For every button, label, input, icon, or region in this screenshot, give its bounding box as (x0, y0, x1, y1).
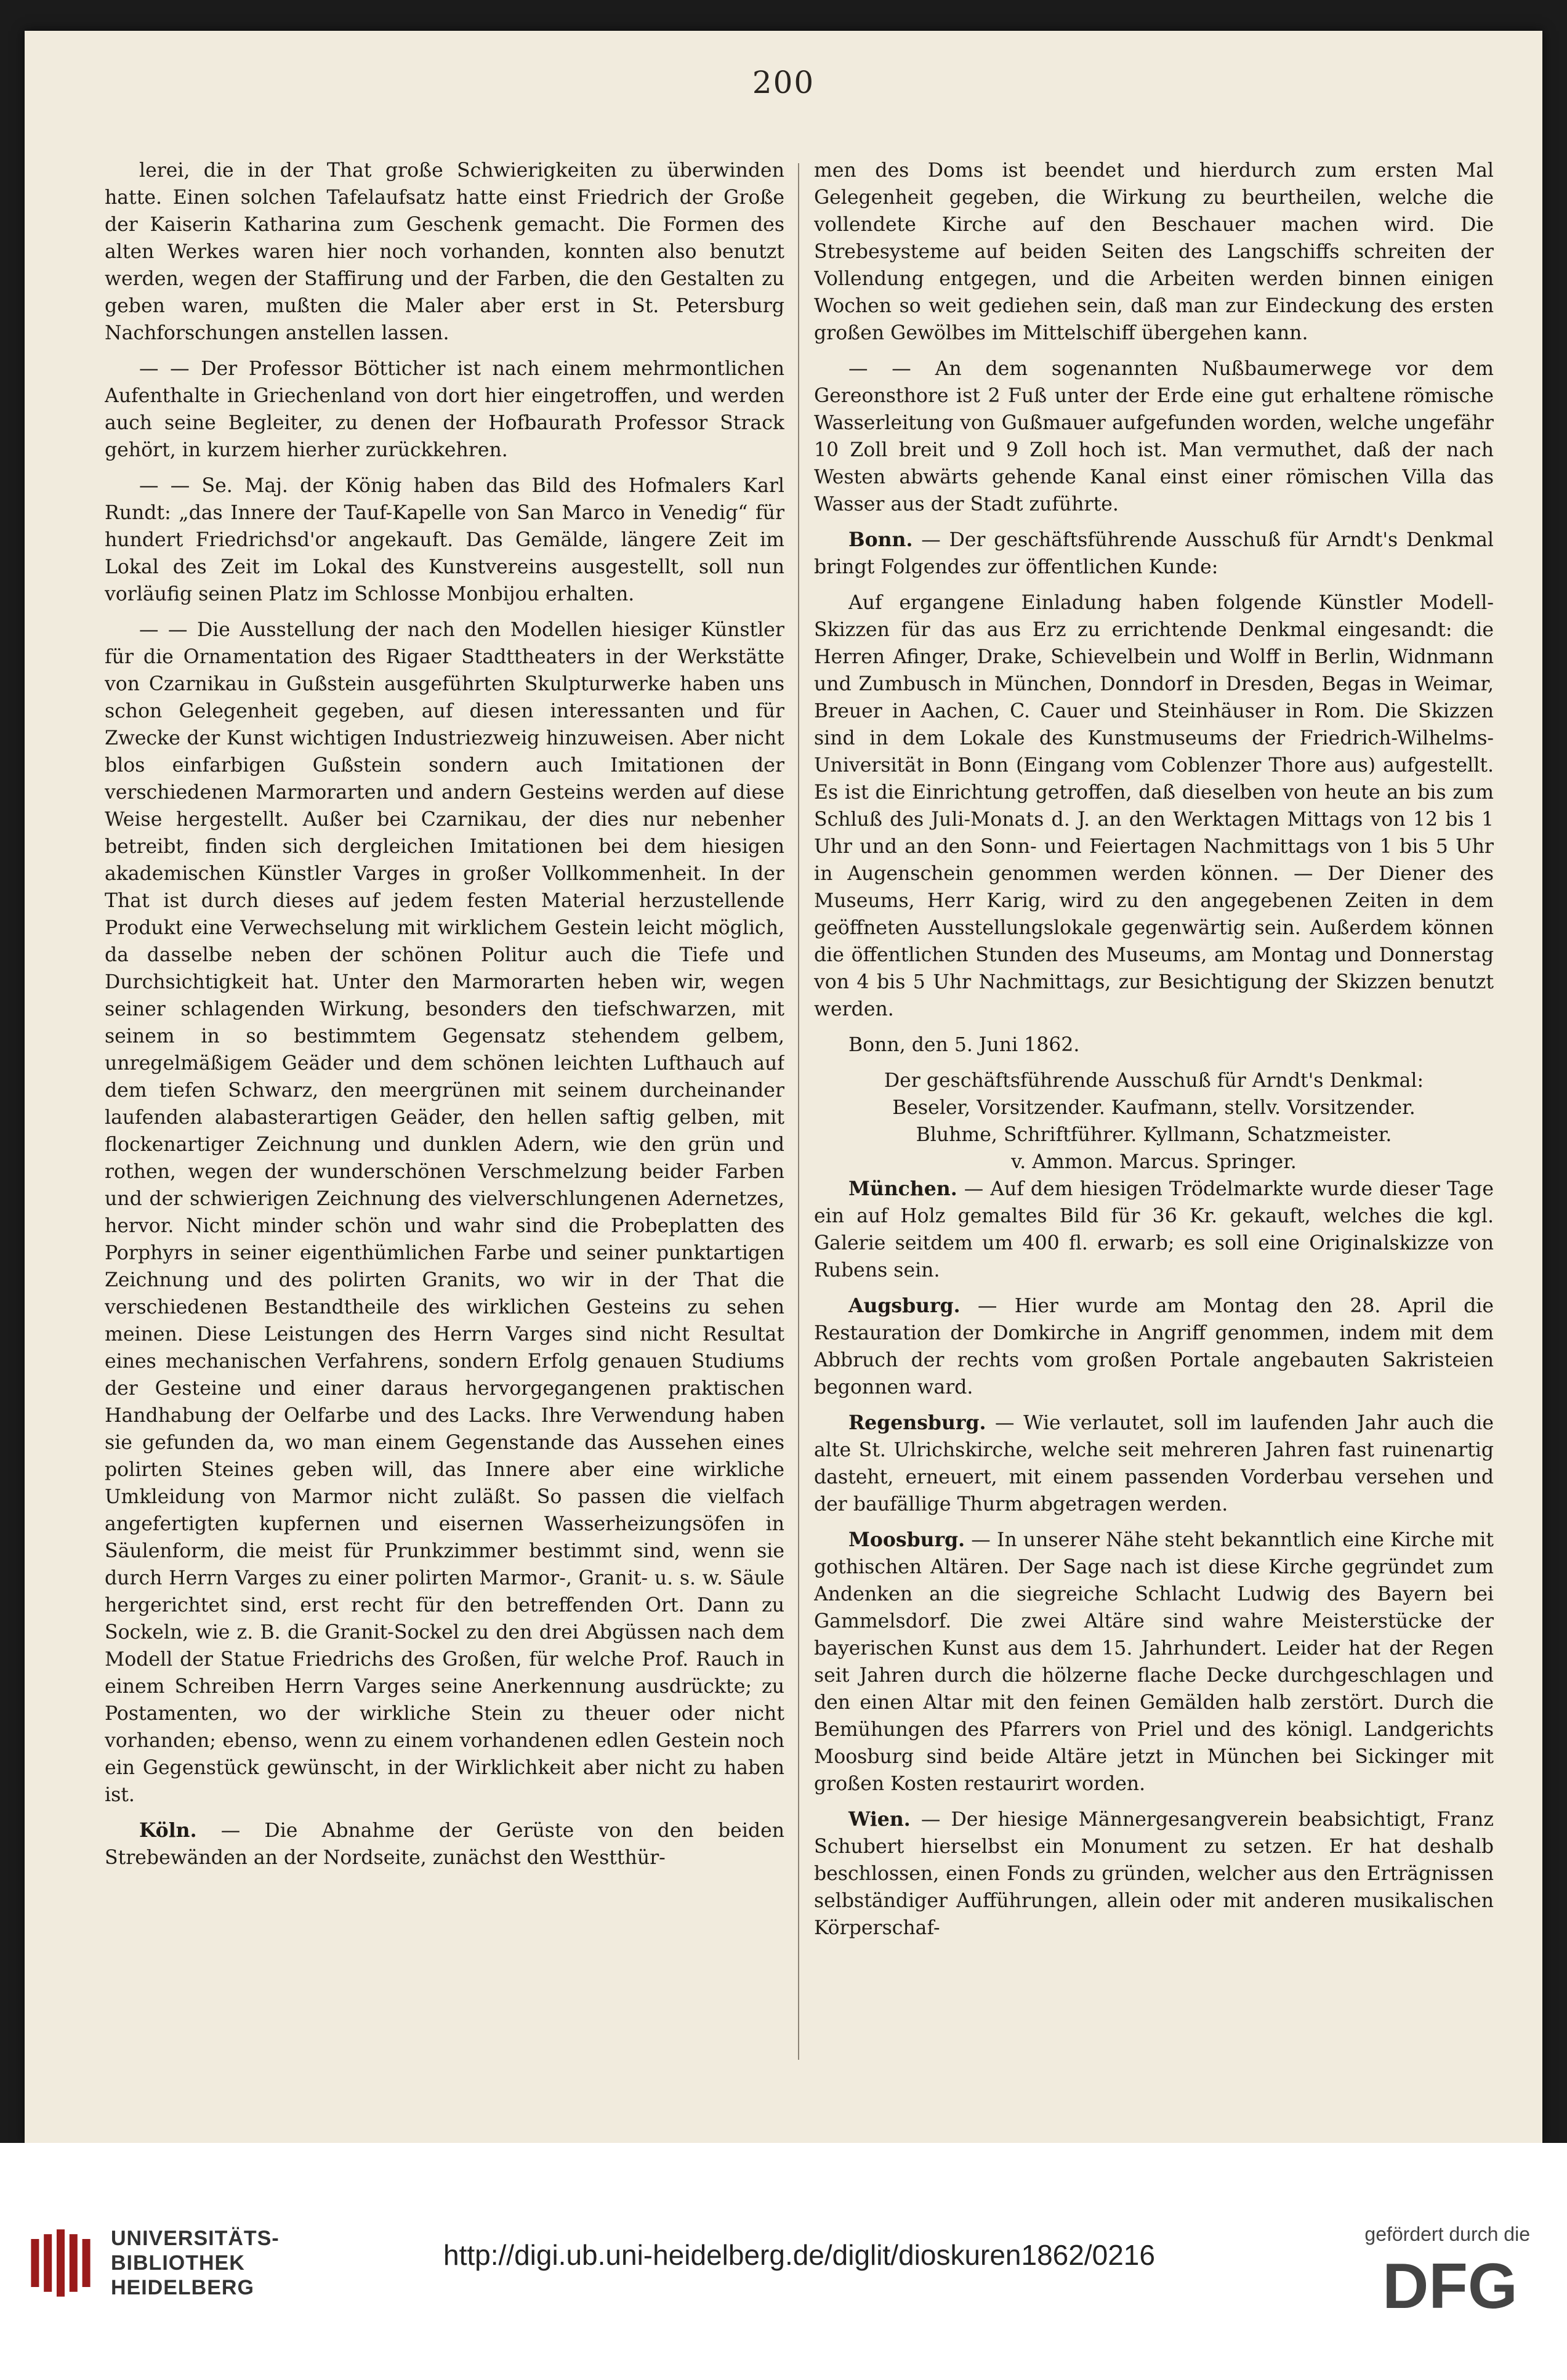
paragraph-text: — Der geschäftsführende Ausschuß für Arndt's Denkmal bringt Folgendes zur öffentlichen Kunde: (814, 529, 1494, 578)
paragraph-text: Der geschäftsführende Ausschuß für Arndt's Denkmal: (884, 1070, 1424, 1092)
dfg-logo-text: DFG (1382, 2254, 1518, 2315)
article-paragraph (814, 1293, 1494, 1401)
dateline: Moosburg. (848, 1528, 965, 1551)
article-paragraph (105, 472, 784, 608)
paragraph-text: — Hier wurde am Montag den 28. April die Restauration der Domkirche in Angriff genommen, indem mit dem Abbruch der rechts vom großen Portale angebauten Sakristeien begonnen ward. (814, 1295, 1494, 1398)
paragraph-text: Bonn, den 5. Juni 1862. (848, 1034, 1080, 1056)
dateline: Bonn. (848, 528, 913, 551)
paragraph-text: — — Der Professor Bötticher ist nach einem mehrmontlichen Aufenthalte in Griechenland von dort hier eingetroffen, und werden auch seine Begleiter, zu denen der Hofbaurath Professor Strack gehört, in kurzem hierher zurückkehren. (105, 358, 784, 461)
column-divider (798, 163, 799, 2060)
institution-line: BIBLIOTHEK (111, 2251, 245, 2275)
paragraph-text: — — An dem sogenannten Nußbaumerwege vor dem Gereonsthore ist 2 Fuß unter der Erde eine gut erhaltene römische Wasserleitung von Gußmauer aufgefunden worden, welche ungefähr 10 Zoll breit und 9 Zoll hoch ist. Man vermuthet, daß der nach Westen abwärts gehende Kanal einst einer römischen Villa das Wasser aus der Stadt zuführte. (814, 358, 1494, 515)
paragraph-text: — — Die Ausstellung der nach den Modellen hiesiger Künstler für die Ornamentation des Rigaer Stadttheaters in der Werkstätte von Czarnikau in Gußstein ausgeführten Skulpturwerke haben uns schon Gelegenheit gegeben, auf diesen interessanten und für Zwecke der Kunst wichtigen Industriezweig hinzuweisen. Aber nicht blos einfarbigen Gußstein sondern auch Imitationen der verschiedenen Marmorarten und andern Gesteins werden auf diese Weise hergestellt. Außer bei Czarnikau, der dies nur nebenher betreibt, finden sich dergleichen Imitationen bei dem hiesigen akademischen Künstler Varges in großer Vollkommenheit. In der That ist durch dieses auf jedem festen Material herzustellende Produkt eine Verwechselung mit wirklichem Gestein leicht möglich, da dasselbe neben der schönen Politur auch die Tiefe und Durchsichtigkeit hat. Unter den Marmorarten heben wir, wegen seiner schlagenden Wirkung, besonders den tiefschwarzen, mit seinem in so bestimmtem Gegensatz stehendem gelbem, unregelmäßigem Geäder und dem schönen leichten Lufthauch auf dem tiefen Schwarz, den meergrünen mit seinem durcheinander laufenden alabasterartigen Geäder, den hellen saftig gelben, mit flockenartiger Zeichnung und dunklen Adern, wie den grün und rothen, wegen der wunderschönen Verschmelzung beider Farben und der schwierigen Zeichnung des vielverschlungenen Adernetzes, hervor. Nicht minder schön und wahr sind die Probeplatten des Porphyrs in seiner eigenthümlichen Farbe und seiner punktartigen Zeichnung und des polirten Granits, wo wir in der That die verschiedenen Bestandtheile des wirklichen Gesteins zu sehen meinen. Diese Leistungen des Herrn Varges sind nicht Resultat eines mechanischen Verfahrens, sondern Erfolg genauen Studiums der Gesteine und einer daraus hervorgegangenen praktischen Handhabung der Oelfarbe und des Lacks. Ihre Verwendung haben sie gefunden da, wo man einem Gegenstande das Aussehen eines polirten Steines geben will, das Innere aber eine wirkliche Umkleidung von Marmor nicht zuläßt. So passen die vielfach angefertigten kupfernen und eisernen Wasserheizungsöfen in Säulenform, die meist für Prunkzimmer bestimmt sind, wenn sie durch Herrn Varges zu einer polirten Marmor-, Granit- u. s. w. Säule hergerichtet sind, erst recht für den betreffenden Ort. Dann zu Sockeln, wie z. B. die Granit-Sockel zu den drei Abgüssen nach dem Modell der Statue Friedrichs des Großen, für welche Prof. Rauch in einem Schreiben Herrn Varges seine Anerkennung ausdrückte; zu Postamenten, wo der wirkliche Stein zu theuer oder nicht vorhanden; ebenso, wenn zu einem vorhandenen edlen Gestein noch ein Gegenstück gewünscht, in der Wirklichkeit aber nicht zu haben ist. (105, 619, 784, 1806)
left-column (105, 157, 784, 2078)
paragraph-text: v. Ammon. Marcus. Springer. (1011, 1151, 1297, 1173)
article-paragraph (814, 355, 1494, 518)
paragraph-text: — Wie verlautet, soll im laufenden Jahr auch die alte St. Ulrichskirche, welche seit mehreren Jahren fast ruinenartig dasteht, erneuert, mit einem passenden Vorderbau versehen und der baufällige Thurm abgetragen werden. (814, 1412, 1494, 1515)
scanned-page (25, 31, 1542, 2143)
page-number: 200 (752, 65, 815, 100)
paragraph-text: — Der hiesige Männergesangverein beabsichtigt, Franz Schubert hierselbst ein Monument zu setzen. Er hat deshalb beschlossen, einen Fonds zu gründen, welcher aus den Erträgnissen selbständiger Aufführungen, allein oder mit anderen musikalischen Körperschaf- (814, 1809, 1494, 1939)
dateline: München. (848, 1177, 957, 1200)
dfg-logo (1370, 2254, 1530, 2315)
paragraph-text: — Auf dem hiesigen Trödelmarkte wurde dieser Tage ein auf Holz gemaltes Bild für 36 Kr. gekauft, welches die kgl. Galerie seitdem um 400 fl. erwarb; es soll eine Originalskizze von Rubens sein. (814, 1178, 1494, 1281)
article-paragraph (105, 1817, 784, 1871)
signature-line (814, 1094, 1494, 1121)
footer-bar (0, 2143, 1567, 2380)
article-paragraph (814, 1176, 1494, 1284)
signature-line (814, 1148, 1494, 1176)
article-paragraph (105, 616, 784, 1809)
funded-by-text: gefördert durch die (1364, 2223, 1530, 2245)
institution-line: UNIVERSITÄTS- (111, 2227, 280, 2250)
article-paragraph (105, 157, 784, 347)
paragraph-text: men des Doms ist beendet und hierdurch zum ersten Mal Gelegenheit gegeben, die Wirkung zu beurtheilen, welche die vollendete Kirche auf den Beschauer machen wird. Die Strebesysteme auf beiden Seiten des Langschiffs schreiten der Vollendung entgegen, und die Arbeiten werden binnen einigen Wochen so weit gediehen sein, daß man zur Eindeckung des ersten großen Gewölbes im Mittelschiff übergehen kann. (814, 159, 1494, 344)
institution-line: HEIDELBERG (111, 2276, 254, 2299)
dateline: Köln. (139, 1819, 197, 1842)
article-paragraph (814, 1031, 1494, 1059)
paragraph-text: — In unserer Nähe steht bekanntlich eine Kirche mit gothischen Altären. Der Sage nach ist diese Kirche gegründet zum Andenken an die siegreiche Schlacht Ludwig des Bayern bei Gammelsdorf. Die zwei Altäre sind wahre Meisterstücke der bayerischen Kunst aus dem 15. Jahrhundert. Leider hat der Regen seit Jahren durch die hölzerne flache Decke durchgeschlagen und den einen Altar mit den feinen Gemälden halb zerstört. Durch die Bemühungen des Pfarrers von Priel und des königl. Landgerichts Moosburg sind beide Altäre jetzt in München bei Sickinger mit großen Kosten restaurirt worden. (814, 1529, 1494, 1795)
source-link[interactable]: http://digi.ub.uni-heidelberg.de/diglit/dioskuren1862/0216 (443, 2239, 1155, 2271)
university-seal-icon (25, 2223, 105, 2303)
article-paragraph (105, 355, 784, 464)
paragraph-text: lerei, die in der That große Schwierigkeiten zu überwinden hatte. Einen solchen Tafelaufsatz hatte einst Friedrich der Große der Kaiserin Katharina zum Geschenk gemacht. Die Formen des alten Werkes waren hier noch vorhanden, konnten also benutzt werden, wegen der Staffirung und der Farben, die den Gestalten zu geben waren, mußten die Maler aber erst in St. Petersburg Nachforschungen anstellen lassen. (105, 159, 784, 344)
paragraph-text: — Die Abnahme der Gerüste von den beiden Strebewänden an der Nordseite, zunächst den Westthür- (105, 1820, 784, 1869)
signature-line (814, 1067, 1494, 1094)
dateline: Wien. (848, 1808, 911, 1831)
article-paragraph (814, 589, 1494, 1023)
paragraph-text: Auf ergangene Einladung haben folgende Künstler Modell-Skizzen für das aus Erz zu errichtende Denkmal eingesandt: die Herren Afinger, Drake, Schievelbein und Wolff in Berlin, Widnmann und Zumbusch in München, Donndorf in Dresden, Begas in Weimar, Breuer in Aachen, C. Cauer und Steinhäuser in Rom. Die Skizzen sind in dem Lokale des Kunstmuseums der Friedrich-Wilhelms-Universität in Bonn (Eingang vom Coblenzer Thore aus) aufgestellt. Es ist die Einrichtung getroffen, daß dieselben von heute an bis zum Schluß des Juli-Monats d. J. an den Werktagen Mittags von 12 bis 1 Uhr und an den Sonn- und Feiertagen Nachmittags von 1 bis 5 Uhr in Augenschein genommen werden können. — Der Diener des Museums, Herr Karig, wird zu den angegebenen Zeiten in dem geöffneten Ausstellungslokale gegenwärtig sein. Außerdem können die öffentlichen Stunden des Museums, am Montag und Donnerstag von 4 bis 5 Uhr Nachmittags, zur Besichtigung der Skizzen benutzt werden. (814, 592, 1494, 1020)
paragraph-text: Bluhme, Schriftführer. Kyllmann, Schatzmeister. (916, 1124, 1392, 1146)
paragraph-text: — — Se. Maj. der König haben das Bild des Hofmalers Karl Rundt: „das Innere der Tauf-Kapelle von San Marco in Venedig“ für hundert Friedrichsd'or angekauft. Das Gemälde, längere Zeit im Lokal des Zeit im Lokal des Kunstvereins ausgestellt, soll nun vorläufig seinen Platz im Schlosse Monbijou erhalten. (105, 475, 784, 605)
institution-name (111, 2226, 280, 2300)
signature-line (814, 1121, 1494, 1148)
dateline: Augsburg. (848, 1294, 961, 1317)
dateline: Regensburg. (848, 1411, 986, 1434)
article-paragraph (814, 1527, 1494, 1797)
article-paragraph (814, 1410, 1494, 1518)
article-paragraph (814, 157, 1494, 347)
paragraph-text: Beseler, Vorsitzender. Kaufmann, stellv. Vorsitzender. (892, 1097, 1416, 1119)
article-paragraph (814, 1806, 1494, 1942)
right-column (814, 157, 1494, 2078)
article-paragraph (814, 526, 1494, 581)
